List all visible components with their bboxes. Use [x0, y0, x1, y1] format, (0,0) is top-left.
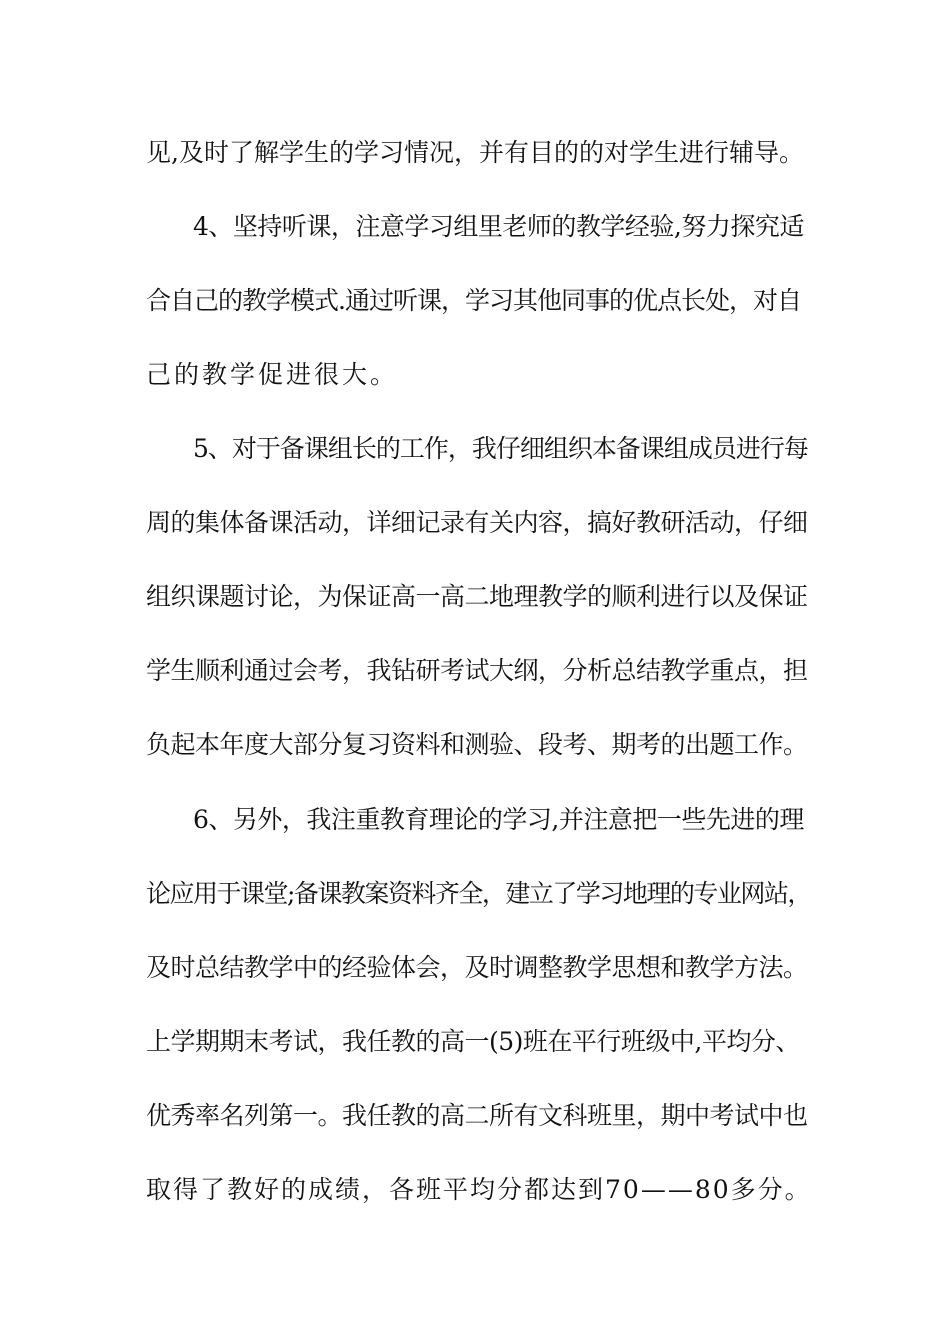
text-line: 见,及时了解学生的学习情况，并有目的的对学生进行辅导。: [146, 138, 804, 167]
text-line: 及时总结教学中的经验体会，及时调整教学思想和教学方法。: [146, 953, 808, 982]
text-line: 上学期期末考试，我任教的高一(5)班在平行班级中,平均分、: [146, 1027, 800, 1056]
text-line: 优秀率名列第一。我任教的高二所有文科班里，期中考试中也: [146, 1101, 808, 1130]
text-line: 5、对于备课组长的工作，我仔细组织本备课组成员进行每: [193, 434, 808, 463]
text-line: 合自己的教学模式.通过听课，学习其他同事的优点长处，对自: [146, 286, 801, 315]
text-line: 组织课题讨论，为保证高一高二地理教学的顺利进行以及保证: [146, 582, 808, 611]
text-line: 己的教学促进很大。: [146, 360, 399, 389]
text-line: 论应用于课堂;备课教案资料齐全，建立了学习地理的专业网站，: [146, 879, 811, 908]
text-line: 负起本年度大部分复习资料和测验、段考、期考的出题工作。: [146, 730, 808, 759]
text-line: 周的集体备课活动，详细记录有关内容，搞好教研活动，仔细: [146, 508, 808, 537]
text-line: 6、另外，我注重教育理论的学习,并注意把一些先进的理: [193, 805, 804, 834]
text-line: 取得了教好的成绩，各班平均分都达到70——80多分。: [146, 1175, 812, 1204]
text-line: 学生顺利通过会考，我钻研考试大纲，分析总结教学重点，担: [146, 656, 808, 685]
text-line: 4、坚持听课，注意学习组里老师的教学经验,努力探究适: [193, 212, 804, 241]
